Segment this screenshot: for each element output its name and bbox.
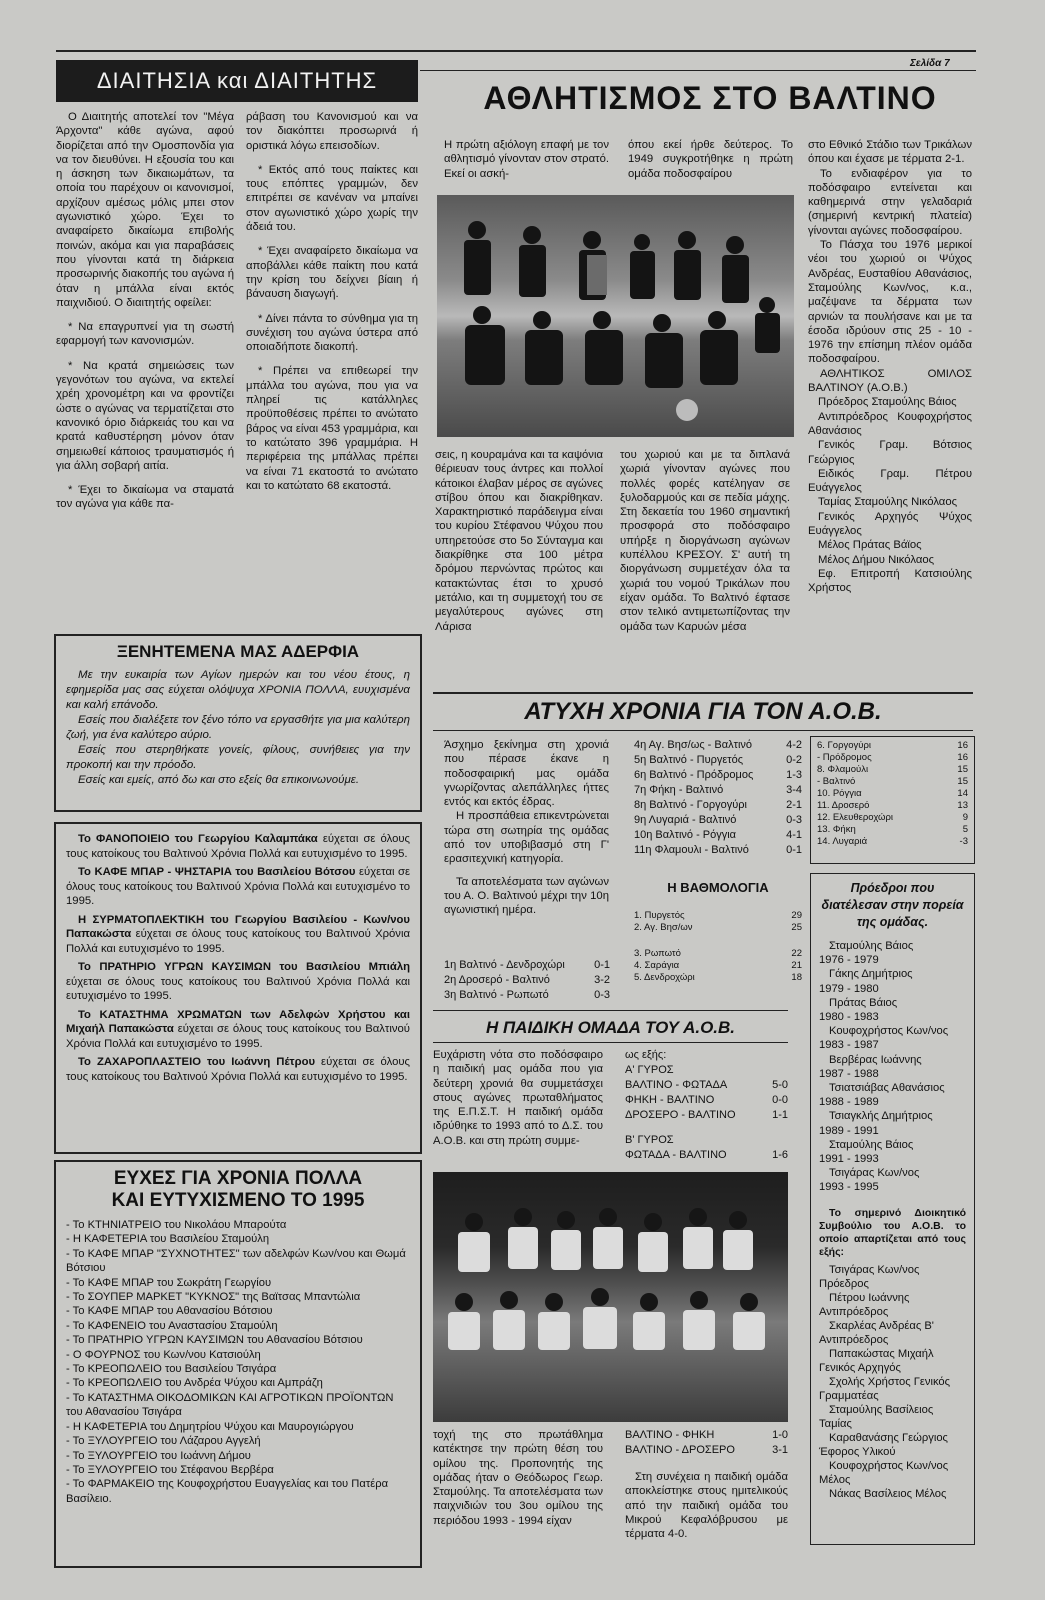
xenitemena-line: Εσείς που διαλέξετε τον ξένο τόπο να εργασθήτε για μια καλύτερη ζωή, για ένα καλύτερο αύριο. <box>66 714 410 741</box>
euxes-item: - Το ΦΑΡΜΑΚΕΙΟ της Κουφοχρήστου Ευαγγελίας και του Πατέρα Βασίλειο. <box>66 1478 389 1505</box>
paragraph: * Εκτός από τους παίκτες και τους επόπτες γραμμών, δεν επιτρέπει σε κανέναν να μπαίνει στον αγωνιστικό χώρο χωρίς την άδειά του. <box>246 163 418 234</box>
club-role: Πρόεδρος <box>818 396 872 409</box>
standing-row-value: 29 <box>791 910 802 921</box>
result-row-value: 1-3 <box>786 769 802 781</box>
euxes-item: - Το ΚΤΗΝΙΑΤΡΕΙΟ του Νικολάου Μπαρούτα <box>66 1219 287 1231</box>
atyxi-results-a <box>444 958 610 1003</box>
club-member <box>808 438 972 467</box>
president-name: Κουφοχρήστος Κων/νος <box>829 1025 949 1038</box>
greeting: Το ΠΡΑΤΗΡΙΟ ΥΓΡΩΝ ΚΑΥΣΙΜΩΝ του Βασιλείου Μπιάλη εύχεται σε όλους τους κατοίκους του Βαλτινού Χρόνια Πολλά και ευτυχισμένο το 1995. <box>66 961 410 1002</box>
below-photo-col1: σεις, η κουραμάνα και τα καψόνια θέριευαν τους άντρες και πολλοί κάτοικοι έλαβαν μέρος σε αγώνες στίβου όπου και διακρίθηκαν. Χαρακτηριστικό παράδειγμα είναι του κυρίου Στέφανου Ψύχου που υπηρετούσε στο 5ο Σύνταγμα και διακρίθηκε στα 100 μέτρα δρόμου περνώντας πρώτος και κατακτώντας έτσι το χρυσό μετάλιο, και τη συμμετοχή του σε μεγαλύτερους αγώνες στη Λάρισα <box>435 449 603 633</box>
standing-row <box>817 836 968 848</box>
club-role: Μέλος <box>818 539 853 552</box>
xenitemena-box <box>54 634 422 812</box>
president-entry <box>819 939 966 967</box>
team-photo-1950s <box>437 195 794 437</box>
greeting: Το ΖΑΧΑΡΟΠΛΑΣΤΕΙΟ του Ιωάννη Πέτρου εύχεται σε όλους τους κατοίκους του Βαλτινού Χρόνια Πολλά και ευτυχισμένο το 1995. <box>66 1056 410 1083</box>
presidents-box <box>810 873 975 1545</box>
board-intro: Το σημερινό Διοικητικό Συμβούλιο του Α.Ο.Β. το οποίο απαρτίζεται από τους εξής: <box>819 1206 966 1258</box>
paidiki-results-a <box>625 1078 788 1123</box>
paidiki-round-b: Β' ΓΥΡΟΣ <box>625 1134 674 1146</box>
youth-result-row-label: ΒΑΛΤΙΝΟ - ΦΗΚΗ <box>625 1429 715 1441</box>
club-role: Γενικός Αρχηγός <box>818 510 940 523</box>
atyxi-rule-bottom <box>433 730 973 731</box>
standing-row <box>817 752 968 764</box>
paidiki-results-box <box>625 1048 788 1163</box>
club-role: Αντιπρόεδρος <box>818 410 898 423</box>
team-photo-figures <box>437 195 794 437</box>
euxes-title-1: ΕΥΧΕΣ ΓΙΑ ΧΡΟΝΙΑ ΠΟΛΛΑ <box>113 1168 363 1189</box>
standing-row-label: - Πρόδρομος <box>817 752 872 763</box>
standing-row <box>634 910 802 922</box>
club-member <box>808 567 972 596</box>
result-row-label: 1η Βαλτινό - Δενδροχώρι <box>444 959 565 971</box>
greeting: Το ΚΑΦΕ ΜΠΑΡ - ΨΗΣΤΑΡΙΑ του Βασιλείου Βότσου εύχεται σε όλους τους κατοίκους του Βαλτινού Χρόνια Πολλά και ευτυχισμένο το 1995. <box>66 866 410 907</box>
paragraph: Τα αποτελέσματα των αγώνων του Α. Ο. Βαλτινού μέχρι την 10η αγωνιστική ημέρα. <box>444 875 609 917</box>
euxes-item: - Ο ΦΟΥΡΝΟΣ του Κων/νου Κατσιούλη <box>66 1348 261 1361</box>
greeting: Το ΦΑΝΟΠΟΙΕΙΟ του Γεωργίου Καλαμπάκα εύχεται σε όλους τους κατοίκους του Βαλτινού Χρόνια Πολλά και ευτυχισμένο το 1995. <box>66 833 410 860</box>
club-member <box>808 553 972 567</box>
euxes-item: - Το ΚΑΦΕ ΜΠΑΡ του Αθανασίου Βότσιου <box>66 1305 273 1318</box>
result-row-label: 10η Βαλτινό - Ρόγγια <box>634 829 737 841</box>
intro-col2: όπου εκεί ήρθε δεύτερος. Το 1949 συγκροτήθηκε η πρώτη ομάδα ποδοσφαίρου <box>628 139 793 180</box>
standing-row-label: 8. Φλαμούλι <box>817 764 869 775</box>
youth-result-row <box>625 1428 788 1443</box>
result-row-label: 4η Αγ. Βησ/ως - Βαλτινό <box>634 739 753 751</box>
paragraph: στο Εθνικό Στάδιο των Τρικάλων όπου και έχασε με τέρματα 2-1. <box>808 139 972 166</box>
standing-row <box>817 776 968 788</box>
standing-row-value: 25 <box>791 922 802 933</box>
result-row <box>444 958 610 973</box>
standing-row <box>817 740 968 752</box>
youth-result-row-label: ΦΩΤΑΔΑ - ΒΑΛΤΙΝΟ <box>625 1149 727 1161</box>
youth-result-row-value: 1-0 <box>772 1429 788 1441</box>
result-row-label: 3η Βαλτινό - Ρωπωτό <box>444 989 549 1001</box>
paidiki-as-follows: ως εξής: <box>625 1049 667 1061</box>
result-row-value: 0-2 <box>786 754 802 766</box>
result-row <box>444 988 610 1003</box>
euxes-item: - Το ΚΡΕΟΠΩΛΕΙΟ του Βασιλείου Τσιγάρα <box>66 1363 277 1376</box>
standing-row-value: 9 <box>962 812 968 823</box>
paidiki-rule-bottom <box>433 1042 788 1043</box>
paragraph: Άσχημο ξεκίνημα στη χρονιά που πέρασε έκανε η ποδοσφαιρική μας ομάδα γνωρίζοντας αλεπάλληλες ήττες εντός και εκτός έδρας. <box>444 739 609 809</box>
paragraph: Η προσπάθεια επικεντρώνεται τώρα στη σωτηρία της ομάδας από τον υποβιβασμό στη Γ' ερασιτεχνική κατηγορία. <box>444 810 609 866</box>
club-member <box>808 467 972 496</box>
paidiki-round-a: Α' ΓΥΡΟΣ <box>625 1064 674 1076</box>
club-role: Ταμίας <box>818 496 855 509</box>
club-title: ΑΘΛΗΤΙΚΟΣ ΟΜΙΛΟΣ ΒΑΛΤΙΝΟΥ (Α.Ο.Β.) <box>808 367 972 395</box>
result-row-label: 5η Βαλτινό - Πυργετός <box>634 754 744 766</box>
result-row <box>634 738 802 753</box>
euxes-item: - Το ΚΑΦΕ ΜΠΑΡ του Σωκράτη Γεωργίου <box>66 1276 272 1289</box>
standing-row <box>817 788 968 800</box>
result-row <box>444 973 610 988</box>
standing-row-value: 16 <box>957 740 968 751</box>
standings-b <box>810 736 975 864</box>
youth-photo-figures <box>433 1172 788 1422</box>
result-row-value: 3-4 <box>786 784 802 796</box>
euxes-item: - Το ΚΑΦΕΝΕΙΟ του Αναστασίου Σταμούλη <box>66 1319 278 1332</box>
atyxi-title: ΑΤΥΧΗ ΧΡΟΝΙΑ ΓΙΑ ΤΟΝ Α.Ο.Β. <box>524 698 882 725</box>
club-name: Σταμούλης Νικόλαος <box>854 496 958 509</box>
greeting: Η ΣΥΡΜΑΤΟΠΛΕΚΤΙΚΗ του Γεωργίου Βασιλείου - Κων/νου Παπακώστα εύχεται σε όλους τους κατοίκους του Βαλτινού Χρόνια Πολλά και ευτυχισμένο το 1995. <box>66 913 410 955</box>
youth-result-row <box>625 1148 788 1163</box>
result-row-value: 0-3 <box>594 989 610 1001</box>
president-entry <box>819 996 966 1024</box>
xenitemena-line: Εσείς που στερηθήκατε γονείς, φίλους, συνήθειες για την προκοπή και την πρόοδο. <box>66 744 410 771</box>
club-role: Εφ. Επιτροπή <box>818 567 915 580</box>
board-member: Σταμούλης Βασίλειος Ταμίας <box>819 1403 934 1430</box>
board-member: Σχολής Χρήστος Γενικός Γραμματέας <box>819 1375 951 1402</box>
youth-result-row-label: ΦΗΚΗ - ΒΑΛΤΙΝΟ <box>625 1094 715 1106</box>
paidiki-title: Η ΠΑΙΔΙΚΗ ΟΜΑΔΑ ΤΟΥ Α.Ο.Β. <box>485 1018 736 1037</box>
standing-row-label: 5. Δενδροχώρι <box>634 972 695 983</box>
board-member: Νάκας Βασίλειος Μέλος <box>829 1487 947 1500</box>
president-years: 1993 - 1995 <box>819 1181 879 1194</box>
euxes-title-2: ΚΑΙ ΕΥΤΥΧΙΣΜΕΝΟ ΤΟ 1995 <box>111 1190 365 1211</box>
club-name: Σταμούλης Βάιος <box>871 396 957 409</box>
standing-row-label: 10. Ρόγγια <box>817 788 862 799</box>
youth-result-row-label: ΒΑΛΤΙΝΟ - ΔΡΟΣΕΡΟ <box>625 1444 735 1456</box>
athlitismos-title: ΑΘΛΗΤΙΣΜΟΣ ΣΤΟ ΒΑΛΤΙΝΟ <box>483 80 937 116</box>
board-member: Τσιγάρας Κων/νος Πρόεδρος <box>819 1263 920 1290</box>
result-row <box>634 798 802 813</box>
paragraph: ράβαση του Κανονισμού και να τον διακόπτει προσωρινά ή οριστικά λόγω επεισοδίων. <box>246 111 418 152</box>
youth-result-row-value: 3-1 <box>772 1444 788 1456</box>
result-row-label: 2η Δροσερό - Βαλτινό <box>444 974 550 986</box>
standing-row-value: 21 <box>791 960 802 971</box>
result-row-value: 4-1 <box>786 829 802 841</box>
standing-row-value: 13 <box>957 800 968 811</box>
club-name: Κατσιούλης Χρήστος <box>808 567 972 595</box>
result-row-label: 9η Λυγαριά - Βαλτινό <box>634 814 737 826</box>
president-years: 1976 - 1979 <box>819 954 879 967</box>
euxes-item: - Το ΚΡΕΟΠΩΛΕΙΟ του Ανδρέα Ψύχου και Αμπράζη <box>66 1377 323 1390</box>
paragraph: Το ενδιαφέρον για το ποδόσφαιρο εντείνεται και καθημερινά στην γελαδαριά (σημερινή κεντρική πλατεία) γίνονται αγώνες ποδοσφαίρου. <box>808 167 972 237</box>
intro-col1: Η πρώτη αξιόλογη επαφή με τον αθλητισμό γίνονταν στον στρατό. Εκεί οι ασκή- <box>444 139 609 180</box>
club-name: Βότσιος Γεώργιος <box>808 439 972 466</box>
standing-row-value: -3 <box>959 836 968 847</box>
result-row-label: 11η Φλαμουλι - Βαλτινό <box>634 844 749 856</box>
standing-row-label: 2. Αγ. Βησ/ων <box>634 922 693 933</box>
club-name: Δήμου Νικόλαος <box>852 553 935 566</box>
standing-row <box>634 922 802 934</box>
president-entry <box>819 1053 966 1081</box>
board-member: Κουφοχρήστος Κων/νος Μέλος <box>819 1459 949 1486</box>
club-role: Γενικός Γραμ. <box>818 439 933 452</box>
result-row <box>634 828 802 843</box>
result-row-label: 8η Βαλτινό - Γοργογύρι <box>634 799 747 811</box>
paidiki-rule-top <box>433 1010 788 1011</box>
president-years: 1980 - 1983 <box>819 1011 879 1024</box>
president-entry <box>819 1024 966 1052</box>
youth-result-row-value: 5-0 <box>772 1079 788 1091</box>
standing-row-value: 16 <box>957 752 968 763</box>
club-name: Πέτρου Ευάγγελος <box>808 467 972 495</box>
board-member: Σκαρλέας Ανδρέας Β' Αντιπρόεδρος <box>819 1319 934 1346</box>
president-name: Τσιατσιάβας Αθανάσιος <box>829 1082 945 1095</box>
president-years: 1987 - 1988 <box>819 1067 879 1080</box>
president-name: Σταμούλης Βάιος <box>829 1138 914 1151</box>
standing-row-value: 18 <box>791 972 802 983</box>
vathmologia-title: Η ΒΑΘΜΟΛΟΓΙΑ <box>667 880 769 895</box>
standing-row-label: 11. Δροσερό <box>817 800 870 811</box>
club-name: Κουφοχρήστος Αθανάσιος <box>808 410 972 437</box>
youth-result-row-label: ΒΑΛΤΙΝΟ - ΦΩΤΑΔΑ <box>625 1079 728 1091</box>
euxes-item: - Η ΚΑΦΕΤΕΡΙΑ του Βασιλείου Σταμούλη <box>66 1233 270 1246</box>
club-member <box>808 510 972 539</box>
atyxi-rule-top <box>433 692 973 694</box>
paragraph: Ο Διαιτητής αποτελεί τον "Μέγα Άρχοντα" κάθε αγώνα, αφού διορίζεται από την Ομοσπονδία για να τον διευθύνει. Η εξουσία του και η άσκηση των δικαιωμάτων, τα οποία του παρέχουν οι κανονισμοί, αρχίζουν αμέσως μόλις μπει στον αγωνιστικό χώρο. Έχει το αναφαίρετο δικαίωμα επιβολής ποινών, ακόμα και για παραβάσεις που γίνονται κατά τη διάρκεια προσωρινής διακοπής του αγώνα ή όταν η μπάλλα είναι εκτός παιχνιδιού. Ο διαιτητής οφείλει: <box>56 111 234 309</box>
xenitemena-line: Εσείς και εμείς, από δω και στο εξείς θα επικοινωνούμε. <box>78 774 360 786</box>
page-number: Σελίδα 7 <box>910 58 950 69</box>
paragraph: * Έχει αναφαίρετο δικαίωμα να αποβάλλει κάθε παίκτη που κατά την κρίση του δείχνει βίαιη ή βάναυση διαγωγή. <box>246 245 418 301</box>
result-row-value: 2-1 <box>786 799 802 811</box>
club-member <box>808 495 972 509</box>
standing-row <box>817 764 968 776</box>
club-board-list <box>808 395 972 595</box>
president-entry <box>819 967 966 995</box>
president-name: Γάκης Δημήτριος <box>829 968 913 981</box>
result-row <box>634 843 802 858</box>
president-name: Σταμούλης Βάιος <box>829 940 914 952</box>
president-entry <box>819 1138 966 1166</box>
standing-row-label: 12. Ελευθεροχώρι <box>817 812 893 823</box>
standing-row <box>817 824 968 836</box>
youth-result-row <box>625 1078 788 1093</box>
xenitemena-title: ΞΕΝΗΤΕΜΕΝΑ ΜΑΣ ΑΔΕΡΦΙΑ <box>116 642 360 661</box>
euxes-list <box>66 1218 410 1506</box>
president-name: Τσιγάρας Κων/νος <box>829 1167 920 1180</box>
euxes-item: - Το ΣΟΥΠΕΡ ΜΑΡΚΕΤ "ΚΥΚΝΟΣ" της Βαϊτσας Μπαντώλια <box>66 1291 361 1304</box>
standing-row-label: 6. Γοργογύρι <box>817 740 871 751</box>
euxes-box <box>54 1160 422 1568</box>
paragraph: * Πρέπει να επιθεωρεί την μπάλλα του αγώνα, που για να πληρεί τις κατάλληλες προϋποθέσεις πρέπει το ανώτατο βάρος να είναι 453 γραμμάρια, και το κατώτατο 396 γραμμάρια. Η περιφέρεια της μπάλλας πρέπει να είναι 71 εκατοστά το ανώτατο και το κατώτατο 68 εκατοστά. <box>246 365 418 492</box>
standing-row <box>817 812 968 824</box>
board-member: Πέτρου Ιωάννης Αντιπρόεδρος <box>819 1291 910 1318</box>
president-name: Τσιαγκλής Δημήτριος <box>829 1110 933 1123</box>
standing-row-value: 22 <box>791 948 802 959</box>
paidiki-text1: Ευχάριστη νότα στο ποδόσφαιρο η παιδική μας ομάδα που για δεύτερη χρονιά θα συμμετάσχει στους αγώνες πρωταθλήματος της Ε.Π.Σ.Τ. Η παιδική ομάδα ιδρύθηκε το 1993 από το Δ.Σ. του Α.Ο.Β. και στη πρώτη συμμε- <box>433 1049 603 1147</box>
president-years: 1991 - 1993 <box>819 1153 879 1166</box>
euxes-item: - Η ΚΑΦΕΤΕΡΙΑ του Δημητρίου Ψύχου και Μαυρογιώργου <box>66 1420 354 1433</box>
result-row-value: 0-3 <box>786 814 802 826</box>
president-entry <box>819 1166 966 1194</box>
result-row-value: 3-2 <box>594 974 610 986</box>
youth-team-photo <box>433 1172 788 1422</box>
youth-result-row <box>625 1093 788 1108</box>
standing-row <box>634 972 802 984</box>
presidents-title: Πρόεδροι που διατέλεσαν στην πορεία της ομάδας. <box>821 881 964 929</box>
standing-row-value: 14 <box>957 788 968 799</box>
president-years: 1988 - 1989 <box>819 1096 879 1109</box>
club-member <box>808 410 972 439</box>
diaitisia-col1 <box>56 110 234 522</box>
president-years: 1989 - 1991 <box>819 1124 879 1137</box>
youth-result-row-value: 1-6 <box>772 1149 788 1161</box>
standing-row-value: 15 <box>957 764 968 775</box>
club-role: Μέλος <box>818 553 853 566</box>
euxes-item: - Το ΞΥΛΟΥΡΓΕΙΟ του Λάζαρου Αγγελή <box>66 1435 261 1448</box>
board-list <box>819 1263 966 1501</box>
below-photo-col2: του χωριού και με τα διπλανά χωριά γίνονταν αγώνες που πολλές φορές κατέληγαν σε ξυλοδαρμούς και σε πεδία μάχης. Στη δεκαετία του 1960 σημαντική προσφορά στο ποδόσφαιρο υπήρξε η διοργάνωση αγώνων κυπέλλου ΚΡΕΣΟΥ. Σ' αυτή τη διοργάνωση συμμετέχαν όλα τα χωριά του νομού Τρικάλων που είχαν ομάδα. Το Βαλτινό έφτασε στον τελικό αντιμετωπίζοντας την ομάδα των Καρυών μέσα <box>620 449 790 633</box>
club-name: Πράτας Βάϊος <box>852 539 922 552</box>
paidiki-text3: Στη συνέχεια η παιδική ομάδα αποκλείστηκε στους ημιτελικούς από την παιδική ομάδα του Μικρού Κεφαλόβρυσου με τέρματα 4-0. <box>625 1471 788 1541</box>
president-entry <box>819 1109 966 1137</box>
euxes-item: - Το ΞΥΛΟΥΡΓΕΙΟ του Στέφανου Βερβέρα <box>66 1463 274 1476</box>
euxes-item: - Το ΞΥΛΟΥΡΓΕΙΟ του Ιωάννη Δήμου <box>66 1449 251 1462</box>
club-member <box>808 538 972 552</box>
paragraph: * Έχει το δικαίωμα να σταματά τον αγώνα για κάθε πα- <box>56 484 234 511</box>
standing-row-label: 4. Σαράγια <box>634 960 680 971</box>
result-row <box>634 783 802 798</box>
result-row-value: 0-1 <box>594 959 610 971</box>
diaitisia-col2 <box>246 110 418 503</box>
youth-result-row <box>625 1108 788 1123</box>
standing-row-label: 3. Ρωπωτό <box>634 948 681 959</box>
standing-row-value: 15 <box>957 776 968 787</box>
club-role: Ειδικός Γραμ. <box>818 467 936 480</box>
paidiki-text2: τοχή της στο πρωτάθλημα κατέκτησε την πρώτη θέση του ομίλου της. Προπονητής της ομάδας ήταν ο Θεόδωρος Γεωρ. Σταμούλης. Τα αποτελέσματα των παιχνιδιών του 3ου ομίλου της περιόδου 1993 - 1994 είχαν <box>433 1429 603 1527</box>
result-row-label: 7η Φήκη - Βαλτινό <box>634 784 724 796</box>
atyxi-results-b <box>634 738 802 858</box>
greeting: Το ΚΑΤΑΣΤΗΜΑ ΧΡΩΜΑΤΩΝ των Αδελφών Χρήστου και Μιχαήλ Παπακώστα εύχεται σε όλους τους κατοίκους του Βαλτινού Χρόνια Πολλά και ευτυχισμένο το 1995. <box>66 1008 410 1050</box>
paragraph: * Να κρατά σημειώσεις των γεγονότων του αγώνα, να εκτελεί χρέη χρονομέτρη και να φροντίζει ώστε ο αγώνας να τερματίζεται στο κανονικό όριο διάρκειάς του και να κρατά καθυστέρηση μόνον όταν σημειωθεί κάποιος τραυματισμός ή για άλλη σοβαρή αιτία. <box>56 359 234 472</box>
president-name: Βερβέρας Ιωάννης <box>829 1053 922 1066</box>
paragraph: * Να επαγρυπνεί για τη σωστή εφαρμογή των κανονισμών. <box>56 321 234 348</box>
top-rule-2 <box>420 70 976 71</box>
standing-row-label: - Βαλτινό <box>817 776 856 787</box>
youth-result-row-value: 1-1 <box>772 1109 788 1121</box>
youth-result-row <box>625 1443 788 1458</box>
president-entry <box>819 1081 966 1109</box>
result-row-value: 4-2 <box>786 739 802 751</box>
board-member: Καραθανάσης Γεώργιος Έφορος Υλικού <box>819 1431 948 1458</box>
paidiki-results-c <box>625 1428 788 1458</box>
result-row <box>634 753 802 768</box>
standing-row-label: 13. Φήκη <box>817 824 856 835</box>
result-row <box>634 768 802 783</box>
standing-row-label: 14. Λυγαριά <box>817 836 868 847</box>
standing-row <box>817 800 968 812</box>
paragraph: Το Πάσχα του 1976 μερικοί νέοι του χωριού οι Ψύχος Ανδρέας, Ευσταθίου Αθανάσιος, Σταμούλης Κων/νος, κ.α., μαζέψανε τα δέρματα των αρνιών τα πουλήσανε και με τα έσοδα ιδρύουν στις 25 - 10 - 1976 την επίσημη πλέον ομάδα ποδοσφαίρου. <box>808 239 972 366</box>
greetings-box <box>54 822 422 1154</box>
standing-row <box>634 960 802 972</box>
board-member: Παπακώστας Μιχαήλ Γενικός Αρχηγός <box>819 1347 934 1374</box>
youth-result-row-label: ΔΡΟΣΕΡΟ - ΒΑΛΤΙΝΟ <box>625 1109 736 1121</box>
atyxi-text <box>444 738 609 930</box>
diaitisia-header: ΔΙΑΙΤΗΣΙΑ και ΔΙΑΙΤΗΤΗΣ <box>56 60 418 102</box>
euxes-item: - Το ΠΡΑΤΗΡΙΟ ΥΓΡΩΝ ΚΑΥΣΙΜΩΝ του Αθανασίου Βότσιου <box>66 1334 363 1347</box>
president-name: Πράτας Βάιος <box>829 996 898 1009</box>
top-rule <box>56 50 976 52</box>
presidents-list <box>819 939 966 1195</box>
euxes-item: - Το ΚΑΦΕ ΜΠΑΡ "ΣΥΧΝΟΤΗΤΕΣ" των αδελφών Κων/νου και Θωμά Βότσιου <box>66 1247 406 1275</box>
xenitemena-line: Με την ευκαιρία των Αγίων ημερών και του νέου έτους, η εφημερίδα μας σας εύχεται ολόψυχα ΧΡΟΝΙΑ ΠΟΛΛΑ, ευυχισμένα και καλή επάνοδο. <box>66 669 410 711</box>
club-name: Ψύχος Ευάγγελος <box>808 510 972 538</box>
history-col3 <box>808 138 972 596</box>
paragraph: * Δίνει πάντα το σύνθημα για τη συνέχιση του αγώνα ύστερα από οποιαδήποτε διακοπή. <box>246 312 418 354</box>
standing-row-label: 1. Πυργετός <box>634 910 685 921</box>
result-row-value: 0-1 <box>786 844 802 856</box>
president-years: 1979 - 1980 <box>819 982 879 995</box>
standing-row <box>634 948 802 960</box>
club-member <box>808 395 972 409</box>
euxes-item: - Το ΚΑΤΑΣΤΗΜΑ ΟΙΚΟΔΟΜΙΚΩΝ ΚΑΙ ΑΓΡΟΤΙΚΩΝ ΠΡΟΪΟΝΤΩΝ του Αθανασίου Τσιγάρα <box>66 1391 394 1419</box>
standing-row-value: 5 <box>962 824 968 835</box>
youth-result-row-value: 0-0 <box>772 1094 788 1106</box>
paidiki-results-b <box>625 1148 788 1163</box>
standings-a <box>634 910 802 984</box>
president-years: 1983 - 1987 <box>819 1039 879 1052</box>
result-row <box>634 813 802 828</box>
result-row-label: 6η Βαλτινό - Πρόδρομος <box>634 769 754 781</box>
